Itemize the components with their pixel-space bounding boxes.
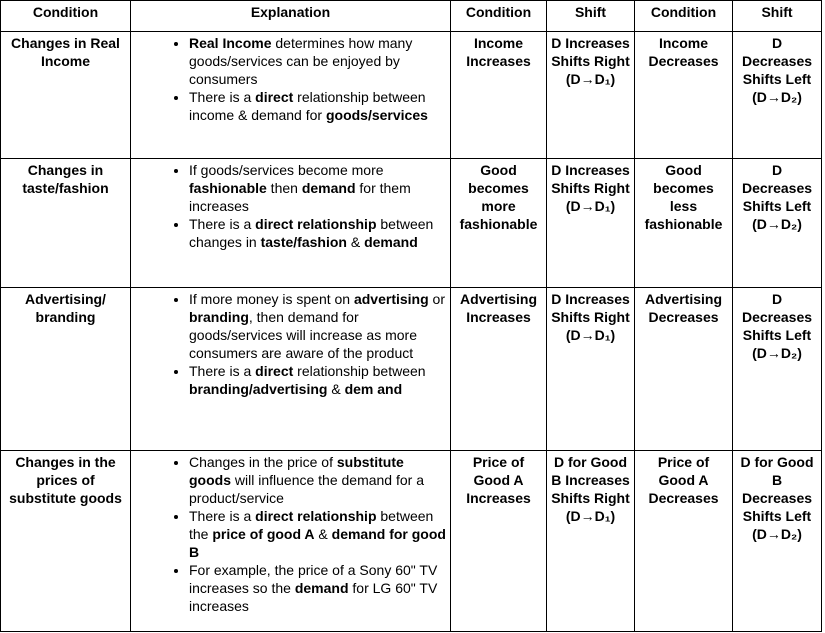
decrease-condition: Income Decreases xyxy=(635,32,733,159)
plain-text: then xyxy=(266,180,302,196)
shift-notation: (D→D₁) xyxy=(565,508,616,524)
bold-text: demand for good B xyxy=(189,526,446,560)
header-explanation: Explanation xyxy=(131,1,451,32)
table-row xyxy=(1,32,822,159)
plain-text: & xyxy=(314,526,332,542)
plain-text: between changes in xyxy=(189,216,434,250)
row-explanation xyxy=(131,288,451,451)
shift-notation: (D→D₂) xyxy=(752,216,802,232)
decrease-condition: Advertising Decreases xyxy=(635,288,733,451)
bold-text: dem and xyxy=(344,381,403,397)
explanation-bullet xyxy=(189,215,446,251)
shift-text: D Decreases Shifts Left xyxy=(741,162,813,214)
row-condition: Changes in Real Income xyxy=(1,32,131,159)
increase-condition: Income Increases xyxy=(451,32,547,159)
table-row xyxy=(1,159,822,288)
explanation-bullet xyxy=(189,34,446,88)
explanation-bullet xyxy=(189,88,446,124)
increase-shift xyxy=(547,288,635,451)
header-decrease-condition: Condition xyxy=(635,1,733,32)
plain-text: For example, the price of a Sony 60" TV increases so the xyxy=(189,562,438,596)
bold-text: taste/fashion xyxy=(260,234,347,250)
plain-text: or xyxy=(428,291,446,307)
shift-text: D Increases Shifts Right xyxy=(551,35,630,69)
explanation-bullet xyxy=(189,290,446,362)
decrease-shift xyxy=(733,32,822,159)
plain-text: for LG 60" TV increases xyxy=(189,580,438,614)
bold-text: branding xyxy=(189,309,249,325)
header-increase-shift: Shift xyxy=(547,1,635,32)
plain-text: There is a xyxy=(189,89,256,105)
row-condition: Advertising/ branding xyxy=(1,288,131,451)
increase-shift xyxy=(547,159,635,288)
decrease-shift xyxy=(733,159,822,288)
bold-text: demand xyxy=(364,234,418,250)
bold-text: substitute goods xyxy=(189,454,404,488)
header-decrease-shift: Shift xyxy=(733,1,822,32)
bold-text: branding/advertising xyxy=(189,381,328,397)
decrease-condition: Good becomes less fashionable xyxy=(635,159,733,288)
shift-text: D for Good B Increases Shifts Right xyxy=(551,454,630,506)
bold-text: demand xyxy=(294,580,349,596)
explanation-bullet xyxy=(189,161,446,215)
plain-text: & xyxy=(346,234,365,250)
row-explanation xyxy=(131,451,451,632)
decrease-shift xyxy=(733,288,822,451)
table-row xyxy=(1,288,822,451)
explanation-bullet xyxy=(189,561,446,615)
decrease-condition: Price of Good A Decreases xyxy=(635,451,733,632)
shift-text: D Increases Shifts Right xyxy=(551,291,630,325)
plain-text: relationship between income & demand for xyxy=(189,89,426,123)
row-explanation xyxy=(131,159,451,288)
shift-notation: (D→D₁) xyxy=(565,327,616,343)
plain-text: There is a xyxy=(189,216,256,232)
plain-text: If goods/services become more xyxy=(189,162,384,178)
table-row xyxy=(1,451,822,632)
shift-notation: (D→D₂) xyxy=(752,345,802,361)
increase-condition: Good becomes more fashionable xyxy=(451,159,547,288)
bold-text: demand xyxy=(301,180,356,196)
bold-text: fashionable xyxy=(189,180,267,196)
shift-text: D Decreases Shifts Left xyxy=(741,35,813,87)
explanation-bullet xyxy=(189,362,446,398)
row-condition: Changes in the prices of substitute goods xyxy=(1,451,131,632)
header-increase-condition: Condition xyxy=(451,1,547,32)
bold-text: direct xyxy=(255,89,294,105)
plain-text: between the xyxy=(189,508,434,542)
plain-text: for them increases xyxy=(189,180,411,214)
row-explanation xyxy=(131,32,451,159)
plain-text: relationship between xyxy=(293,363,426,379)
bold-text: direct relationship xyxy=(255,508,377,524)
shift-notation: (D→D₁) xyxy=(565,198,616,214)
row-condition: Changes in taste/fashion xyxy=(1,159,131,288)
header-row xyxy=(1,1,822,32)
increase-shift xyxy=(547,32,635,159)
shift-notation: (D→D₁) xyxy=(565,71,616,87)
explanation-bullet xyxy=(189,453,446,507)
explanation-list xyxy=(135,453,446,615)
plain-text: There is a xyxy=(189,508,256,524)
plain-text: There is a xyxy=(189,363,256,379)
increase-condition: Price of Good A Increases xyxy=(451,451,547,632)
bold-text: price of good A xyxy=(212,526,315,542)
shift-notation: (D→D₂) xyxy=(752,526,802,542)
bold-text: goods/services xyxy=(325,107,428,123)
decrease-shift xyxy=(733,451,822,632)
explanation-bullet xyxy=(189,507,446,561)
shift-text: D Increases Shifts Right xyxy=(551,162,630,196)
plain-text: Changes in the price of xyxy=(189,454,337,470)
plain-text: If more money is spent on xyxy=(189,291,354,307)
plain-text: , then demand for goods/services will increase as more consumers are aware of the product xyxy=(189,309,417,361)
plain-text: determines how many goods/services can be enjoyed by consumers xyxy=(189,35,413,87)
bold-text: direct relationship xyxy=(255,216,377,232)
increase-condition: Advertising Increases xyxy=(451,288,547,451)
plain-text: & xyxy=(327,381,345,397)
shift-notation: (D→D₂) xyxy=(752,89,802,105)
shift-text: D for Good B Decreases Shifts Left xyxy=(740,454,814,524)
bold-text: advertising xyxy=(353,291,429,307)
explanation-list xyxy=(135,290,446,398)
header-condition: Condition xyxy=(1,1,131,32)
explanation-list xyxy=(135,34,446,124)
increase-shift xyxy=(547,451,635,632)
explanation-list xyxy=(135,161,446,251)
bold-text: direct xyxy=(255,363,294,379)
shift-text: D Decreases Shifts Left xyxy=(741,291,813,343)
bold-text: Real Income xyxy=(189,35,272,51)
plain-text: will influence the demand for a product/service xyxy=(189,472,424,506)
